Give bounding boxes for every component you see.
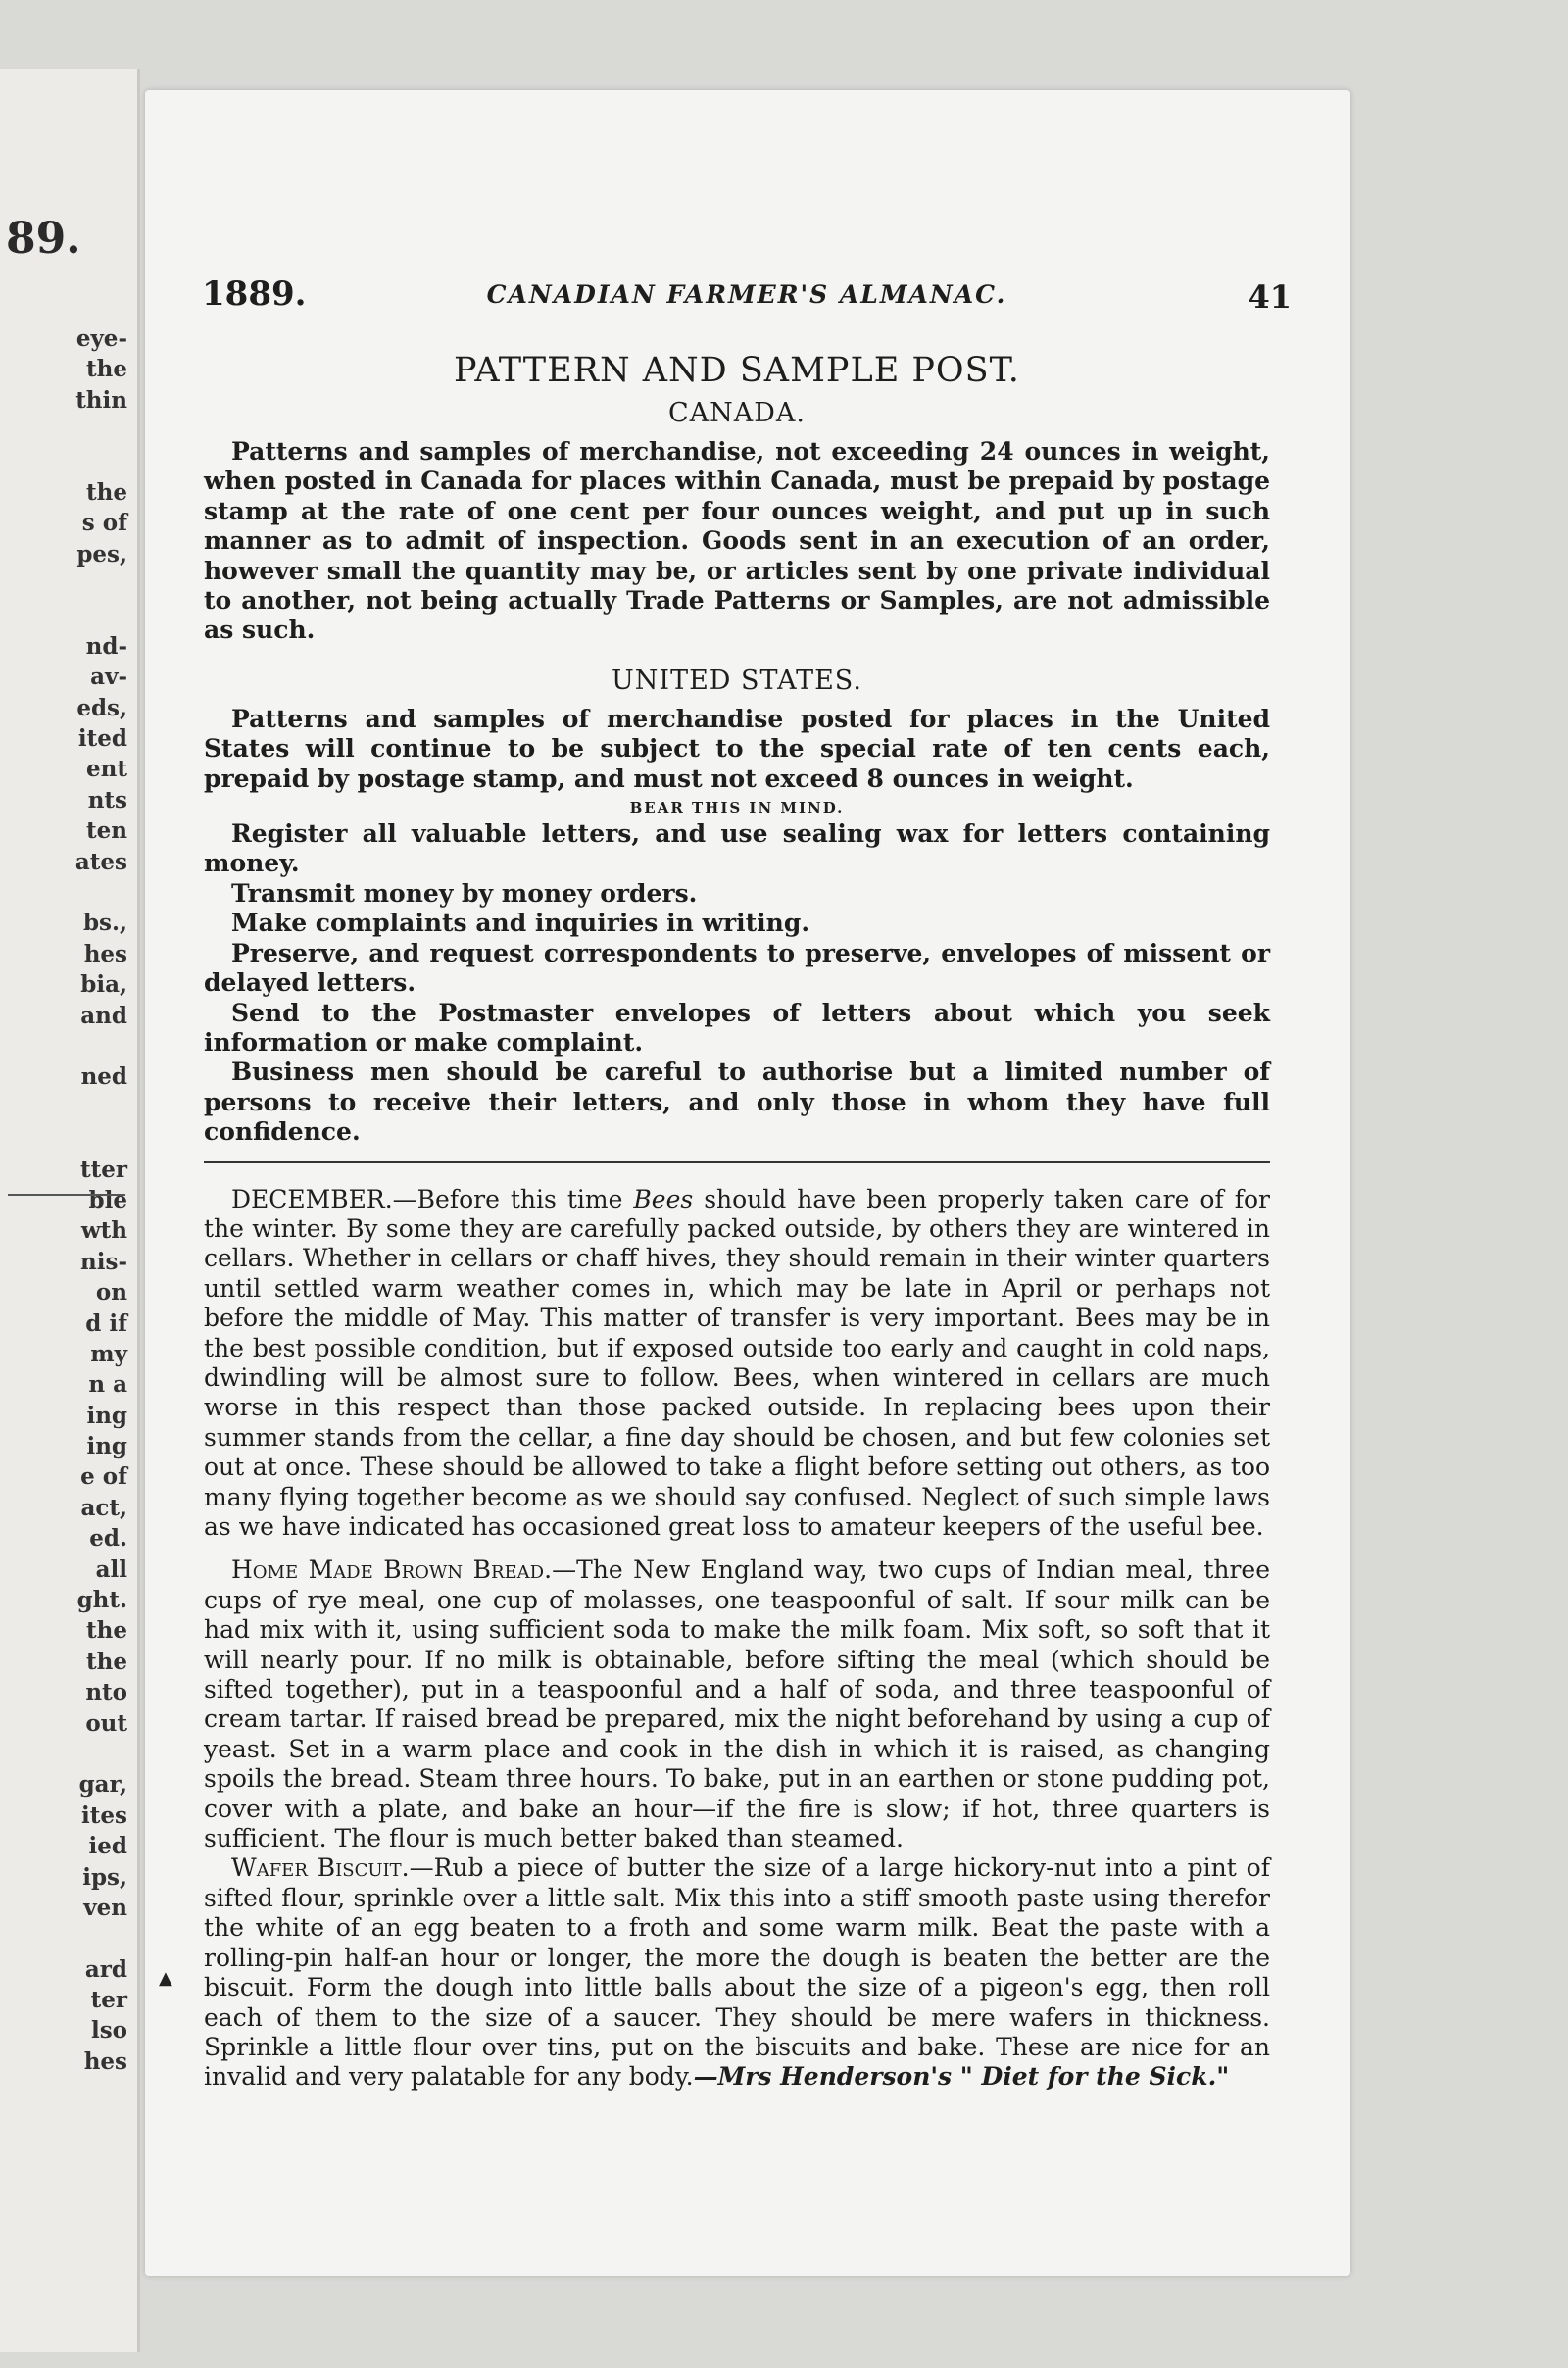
facing-page-fragment: the — [86, 478, 127, 506]
wafer-biscuit-recipe — [204, 1853, 1270, 2092]
facing-page-fragment: ven — [83, 1894, 127, 1921]
facing-page-fragment: the — [86, 356, 127, 383]
facing-page-fragment: ble — [88, 1186, 127, 1213]
rule-item: Register all valuable letters, and use sealing wax for letters containing money. — [204, 819, 1270, 878]
rule-item: Business men should be careful to authorise but a limited number of persons to receive their letters, and only those in whom they have full confidence. — [204, 1058, 1270, 1147]
facing-page-fragment: hes — [83, 940, 127, 967]
facing-page-fragment — [0, 447, 127, 477]
rule-item: Make complaints and inquiries in writing. — [231, 909, 810, 938]
recipe-text: —Rub a piece of butter the size of a large hickory-nut into a pint of sifted flour, sprinkle over a little salt. Mix this into a stiff smooth paste using therefor the white of an egg beaten to a froth and some warm milk. Beat the paste with a rolling-pin half-an hour or longer, the more the dough is beaten the better are the biscuit. Form the dough into little balls about the size of a pigeon's egg, then roll each of them to the size of a saucer. They should be mere wafers in thickness. Sprinkle a little flour over tins, put on the biscuits and bake. These are nice for an invalid and very palatable for any body. — [204, 1853, 1270, 2092]
facing-page-fragment: e of — [80, 1463, 127, 1491]
recipe-credit: —Mrs Henderson's " Diet for the Sick." — [693, 2062, 1230, 2092]
facing-page-fragment — [0, 1923, 127, 1953]
facing-page-fragment: and — [80, 1002, 127, 1029]
facing-page-number: 89. — [6, 214, 81, 264]
facing-page-fragment: ited — [77, 725, 127, 753]
december-lead: DECEMBER. — [231, 1184, 393, 1213]
december-text-b: should have been properly taken care of for the winter. By some they are carefully packed outside, by others they are wintered in cellars. Whether in cellars or chaff hives, they should remain in their winter quarters until settled warm weather comes in, which may be late in April or perhaps not before the middle of May. This matter of transfer is very important. Bees may be in the best possible condition, but if exposed outside too early and caught in cold naps, dwindling will be almost sure to follow. Bees, when wintered in cellars are much worse in this respect than those packed outside. In replacing bees upon their summer stands from the cellar, a fine day should be chosen, and but few colonies set out at once. These should be allowed to take a flight before setting out others, as too many flying together become as we should say confused. Neglect of such simple laws as we have indicated has occasioned great loss to amateur keepers of the useful bee. — [204, 1184, 1270, 1541]
facing-page-fragment — [0, 1123, 127, 1154]
facing-page-edge — [0, 69, 140, 2352]
recipe-title: Home Made Brown Bread. — [231, 1555, 553, 1585]
facing-page-fragment: d if — [85, 1309, 127, 1337]
december-paragraph — [204, 1185, 1270, 1543]
facing-page-fragment: nis- — [80, 1248, 127, 1275]
facing-page-fragment: nd- — [85, 632, 127, 660]
facing-page-fragment: ght. — [76, 1587, 127, 1614]
header-year: 1889. — [202, 274, 307, 314]
facing-page-fragment: ips, — [82, 1863, 127, 1891]
facing-page-fragment: ter — [90, 1987, 127, 2014]
december-bees: Bees — [633, 1184, 694, 1213]
section-divider — [204, 1161, 1270, 1163]
facing-page-fragment: eye- — [75, 325, 127, 352]
canada-paragraph: Patterns and samples of merchandise, not exceeding 24 ounces in weight, when posted in Canada for places within Canada, must be prepaid by postage stamp at the rate of one cent per four ounces weight, and put up in such manner as to admit of inspection. Goods sent in an execution of an order, however small the quantity may be, or articles sent by one private individual to another, not being actually Trade Patterns or Samples, are not admissible as such. — [204, 437, 1270, 645]
canada-heading: CANADA. — [667, 398, 806, 428]
united-states-paragraph: Patterns and samples of merchandise posted for places in the United States will continue to be subject to the special rate of ten cents each, prepaid by postage stamp, and must not exceed 8 ounces in weight. — [204, 704, 1270, 793]
rule-item: Send to the Postmaster envelopes of letters about which you seek information or make complaint. — [204, 998, 1270, 1057]
facing-page-fragment: act, — [80, 1494, 127, 1521]
facing-page-fragment: my — [90, 1340, 127, 1367]
facing-page-fragment — [0, 1031, 127, 1061]
facing-page-fragment: av- — [90, 664, 127, 691]
united-states-heading: UNITED STATES. — [612, 665, 862, 696]
facing-page-fragment: ied — [88, 1833, 127, 1860]
facing-page-fragment: wth — [80, 1217, 127, 1245]
facing-page-text-fragments — [0, 323, 127, 2077]
facing-page-fragment: all — [95, 1555, 127, 1583]
facing-page-fragment: pes, — [76, 540, 127, 567]
facing-page-fragment — [0, 416, 127, 446]
facing-page-fragment: ed. — [89, 1525, 127, 1553]
rule-item: Transmit money by money orders. — [231, 878, 698, 908]
facing-page-fragment: out — [85, 1709, 127, 1737]
facing-page-fragment: tter — [80, 1156, 127, 1183]
facing-page-fragment — [0, 877, 127, 908]
facing-page-fragment: ent — [86, 756, 127, 783]
running-header — [202, 274, 1292, 314]
facing-page-fragment: n a — [88, 1371, 127, 1399]
facing-page-fragment: nto — [85, 1679, 127, 1706]
page-number: 41 — [1248, 278, 1292, 316]
facing-page-fragment: on — [95, 1279, 127, 1307]
facing-page-fragment — [0, 1739, 127, 1769]
facing-page-fragment: bia, — [80, 971, 127, 999]
facing-page-fragment — [0, 1093, 127, 1123]
recipe-text: —The New England way, two cups of Indian meal, three cups of rye meal, one cup of molasses, one teaspoonful of salt. If sour milk can be had mix with it, using sufficient soda to make the milk foam. Mix soft, so soft that it will nearly pour. If no milk is obtainable, before sifting the meal (which should be sifted together), put in a teaspoonful and a half of soda, and three teaspoonful of cream tartar. If raised bread be prepared, mix the night beforehand by using a cup of yeast. Set in a warm place and cook in the dish in which it is raised, as changing spoils the bread. Steam three hours. To bake, put in an earthen or stone pudding pot, cover with a plate, and bake an hour—if the fire is slow; if hot, three quarters is sufficient. The flour is much better baked than steamed. — [204, 1555, 1271, 1853]
page-content — [204, 349, 1270, 2093]
facing-page-fragment: ates — [74, 848, 127, 875]
bear-in-mind-heading: BEAR THIS IN MIND. — [629, 799, 845, 817]
facing-page-fragment: nts — [87, 786, 127, 814]
facing-page-fragment: the — [86, 1617, 127, 1645]
facing-page-fragment: ites — [81, 1801, 127, 1829]
december-text-a: —Before this time — [392, 1184, 634, 1213]
margin-mark: ▲ — [159, 1968, 172, 1989]
facing-page-fragment — [0, 569, 127, 600]
recipe-title: Wafer Biscuit. — [231, 1853, 410, 1883]
facing-page-fragment: thin — [75, 386, 127, 414]
facing-page-fragment: ard — [84, 1955, 127, 1983]
facing-page-fragment: eds, — [76, 694, 127, 721]
rule-item: Preserve, and request correspondents to preserve, envelopes of missent or delayed letters. — [204, 938, 1270, 998]
facing-page-rule — [8, 1194, 125, 1196]
facing-page-fragment — [0, 601, 127, 631]
facing-page-fragment: gar, — [78, 1771, 127, 1799]
facing-page-fragment: hes — [83, 2047, 127, 2075]
facing-page-fragment: bs., — [82, 910, 127, 937]
facing-page-fragment: s of — [81, 510, 127, 537]
article-title: PATTERN AND SAMPLE POST. — [454, 351, 1020, 390]
brown-bread-recipe — [204, 1555, 1270, 1853]
facing-page-fragment: ten — [86, 817, 127, 845]
facing-page-fragment: lso — [90, 2017, 127, 2045]
header-title: CANADIAN FARMER'S ALMANAC. — [486, 280, 1007, 309]
facing-page-fragment: ing — [86, 1402, 127, 1429]
facing-page-fragment: the — [86, 1648, 127, 1675]
facing-page-fragment: ned — [80, 1063, 127, 1091]
facing-page-fragment: ing — [86, 1433, 127, 1460]
